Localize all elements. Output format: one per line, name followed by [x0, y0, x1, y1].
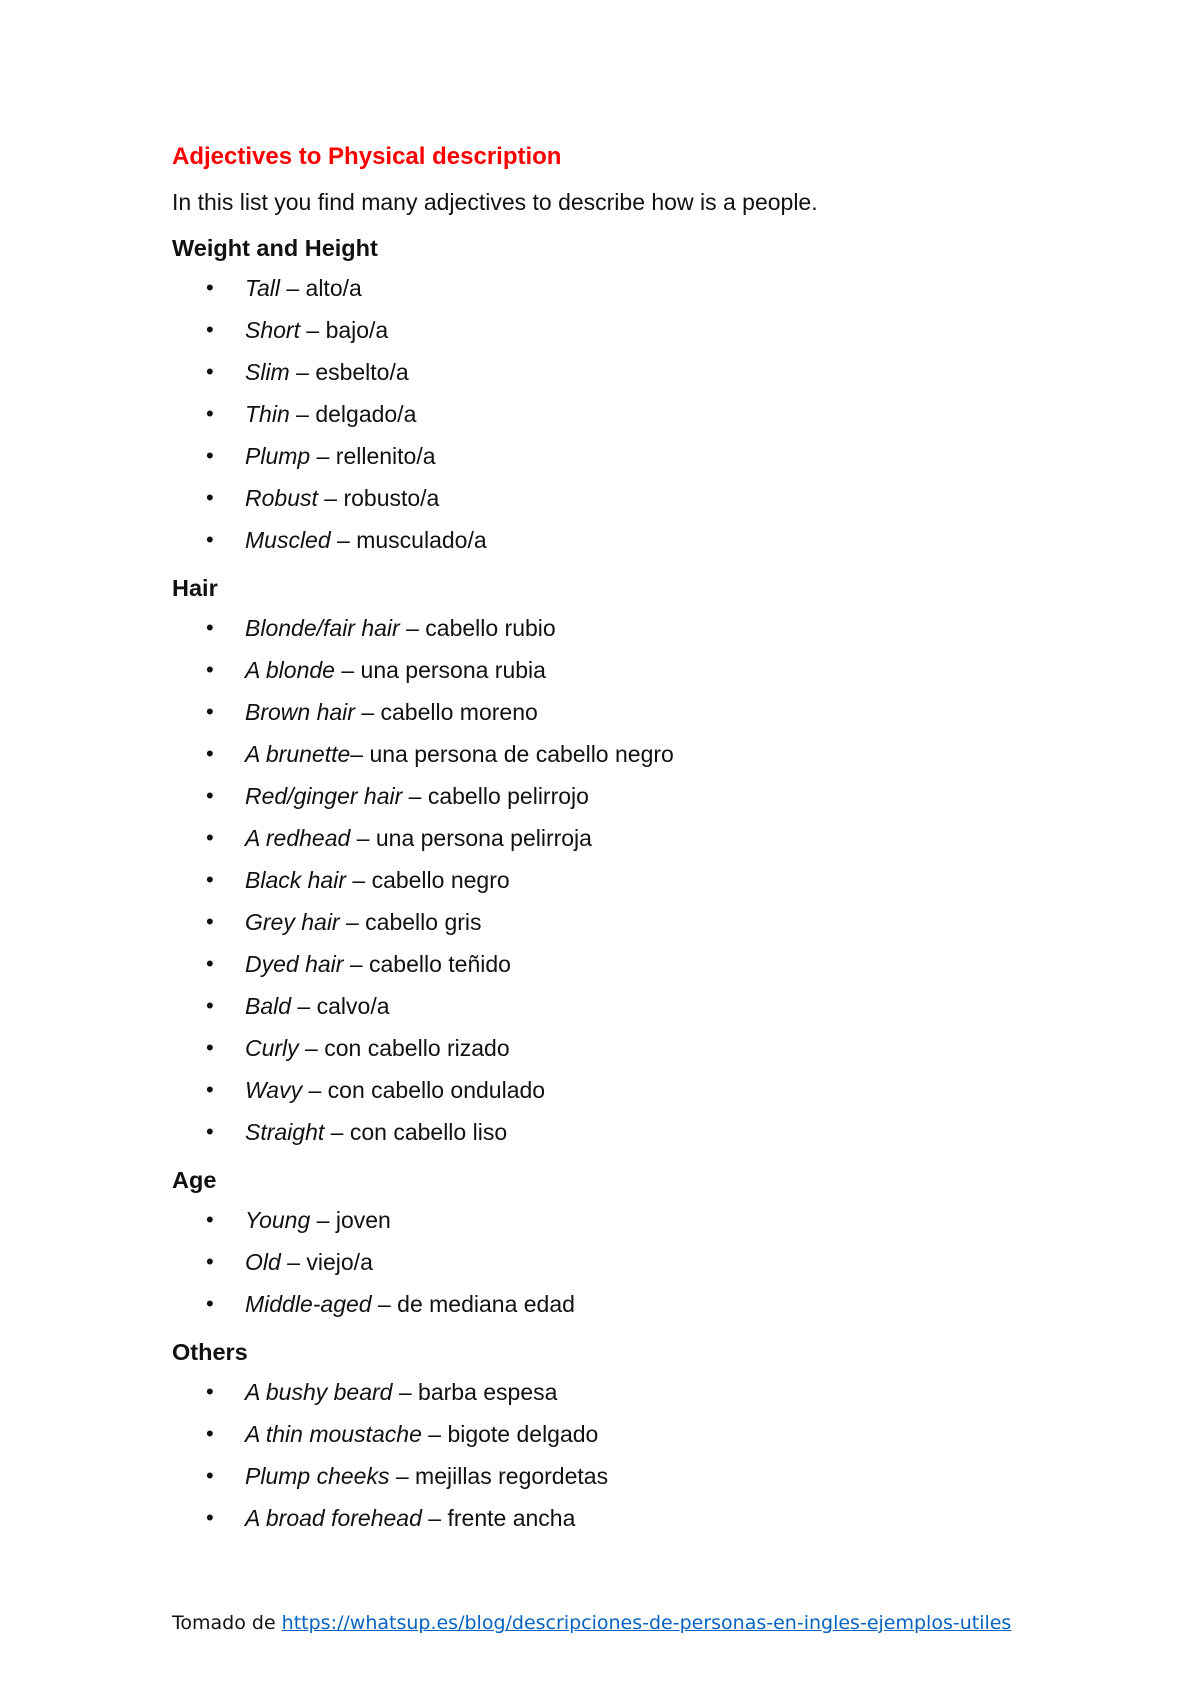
bullet-icon: •: [206, 359, 214, 384]
list-item: [172, 1073, 1072, 1115]
list-item: [172, 271, 1072, 313]
english-term: A bushy beard: [245, 1379, 393, 1405]
source-link[interactable]: https://whatsup.es/blog/descripciones-de-personas-en-ingles-ejemplos-utiles: [281, 1612, 1012, 1634]
section-heading: Hair: [172, 575, 218, 601]
dash-separator: –: [339, 909, 366, 935]
english-term: Red/ginger hair: [245, 783, 403, 809]
spanish-translation: cabello moreno: [380, 699, 538, 725]
spanish-translation: frente ancha: [447, 1505, 576, 1531]
list-item: [172, 821, 1072, 863]
bullet-icon: •: [206, 1291, 214, 1316]
spanish-translation: delgado/a: [315, 401, 417, 427]
list-item: [172, 397, 1072, 439]
list-item: [172, 1031, 1072, 1073]
list-item: [172, 695, 1072, 737]
dash-separator: –: [389, 1463, 416, 1489]
list-item: [172, 905, 1072, 947]
dash-separator: –: [298, 1035, 325, 1061]
bullet-icon: •: [206, 1421, 214, 1446]
bullet-icon: •: [206, 657, 214, 682]
spanish-translation: cabello rubio: [425, 615, 556, 641]
english-term: Plump: [245, 443, 311, 469]
bullet-icon: •: [206, 1119, 214, 1144]
dash-separator: –: [350, 741, 370, 767]
dash-separator: –: [354, 699, 381, 725]
dash-separator: –: [289, 401, 316, 427]
bullet-icon: •: [206, 1035, 214, 1060]
bullet-icon: •: [206, 317, 214, 342]
spanish-translation: mejillas regordetas: [415, 1463, 609, 1489]
bullet-icon: •: [206, 443, 214, 468]
section-heading: Age: [172, 1167, 217, 1193]
spanish-translation: bajo/a: [325, 317, 389, 343]
section-heading: Others: [172, 1339, 248, 1365]
list-item: [172, 947, 1072, 989]
list-item: [172, 1203, 1072, 1245]
dash-separator: –: [343, 951, 370, 977]
sections-container: [172, 231, 1072, 1543]
dash-separator: –: [392, 1379, 419, 1405]
spanish-translation: cabello negro: [371, 867, 510, 893]
bullet-icon: •: [206, 275, 214, 300]
dash-separator: –: [299, 317, 326, 343]
english-term: Thin: [245, 401, 290, 427]
section-heading: Weight and Height: [172, 235, 378, 261]
bullet-icon: •: [206, 867, 214, 892]
list-item: [172, 779, 1072, 821]
english-term: Middle-aged: [245, 1291, 372, 1317]
spanish-translation: calvo/a: [316, 993, 390, 1019]
spanish-translation: joven: [335, 1207, 391, 1233]
english-term: Curly: [245, 1035, 299, 1061]
english-term: Short: [245, 317, 300, 343]
english-term: Old: [245, 1249, 281, 1275]
document-body: [172, 140, 1072, 1549]
english-term: Plump cheeks: [245, 1463, 390, 1489]
dash-separator: –: [291, 993, 317, 1019]
spanish-translation: rellenito/a: [335, 443, 436, 469]
list-item: [172, 523, 1072, 565]
list-item: [172, 989, 1072, 1031]
spanish-translation: viejo/a: [306, 1249, 373, 1275]
bullet-icon: •: [206, 951, 214, 976]
dash-separator: –: [279, 275, 306, 301]
english-term: A blonde: [245, 657, 335, 683]
bullet-icon: •: [206, 1505, 214, 1530]
spanish-translation: una persona de cabello negro: [369, 741, 674, 767]
english-term: Straight: [245, 1119, 325, 1145]
bullet-icon: •: [206, 783, 214, 808]
dash-separator: –: [289, 359, 316, 385]
term-list: [172, 1203, 1072, 1329]
spanish-translation: alto/a: [305, 275, 362, 301]
spanish-translation: cabello teñido: [369, 951, 511, 977]
term-list: [172, 1375, 1072, 1543]
spanish-translation: con cabello liso: [349, 1119, 508, 1145]
footer-prefix: Tomado de: [172, 1612, 282, 1634]
dash-separator: –: [280, 1249, 307, 1275]
english-term: A broad forehead: [245, 1505, 422, 1531]
spanish-translation: cabello pelirrojo: [427, 783, 589, 809]
list-item: [172, 863, 1072, 905]
dash-separator: –: [421, 1421, 448, 1447]
list-item: [172, 439, 1072, 481]
spanish-translation: robusto/a: [343, 485, 440, 511]
list-item: [172, 1375, 1072, 1417]
list-item: [172, 1459, 1072, 1501]
dash-separator: –: [421, 1505, 448, 1531]
bullet-icon: •: [206, 1249, 214, 1274]
english-term: Slim: [245, 359, 290, 385]
spanish-translation: esbelto/a: [315, 359, 409, 385]
english-term: A brunette: [245, 741, 351, 767]
english-term: Black hair: [245, 867, 346, 893]
english-term: A thin moustache: [245, 1421, 422, 1447]
english-term: Robust: [245, 485, 318, 511]
english-term: Wavy: [245, 1077, 303, 1103]
spanish-translation: de mediana edad: [397, 1291, 575, 1317]
dash-separator: –: [399, 615, 426, 641]
bullet-icon: •: [206, 527, 214, 552]
bullet-icon: •: [206, 615, 214, 640]
spanish-translation: cabello gris: [365, 909, 482, 935]
dash-separator: –: [371, 1291, 398, 1317]
bullet-icon: •: [206, 1077, 214, 1102]
list-item: [172, 611, 1072, 653]
list-item: [172, 355, 1072, 397]
bullet-icon: •: [206, 699, 214, 724]
english-term: Tall: [245, 275, 280, 301]
bullet-icon: •: [206, 485, 214, 510]
english-term: Bald: [245, 993, 292, 1019]
list-item: [172, 1115, 1072, 1157]
bullet-icon: •: [206, 825, 214, 850]
bullet-icon: •: [206, 1207, 214, 1232]
dash-separator: –: [302, 1077, 328, 1103]
spanish-translation: una persona pelirroja: [375, 825, 592, 851]
english-term: Brown hair: [245, 699, 355, 725]
document-title: Adjectives to Physical description: [172, 143, 562, 170]
bullet-icon: •: [206, 741, 214, 766]
bullet-icon: •: [206, 1379, 214, 1404]
english-term: Dyed hair: [245, 951, 344, 977]
english-term: A redhead: [245, 825, 351, 851]
list-item: [172, 1417, 1072, 1459]
english-term: Blonde/fair hair: [245, 615, 400, 641]
intro-paragraph: In this list you find many adjectives to describe how is a people.: [172, 189, 818, 215]
list-item: [172, 1501, 1072, 1543]
term-list: [172, 271, 1072, 565]
spanish-translation: con cabello rizado: [324, 1035, 510, 1061]
english-term: Young: [245, 1207, 311, 1233]
source-footer: [172, 1609, 1011, 1637]
dash-separator: –: [345, 867, 372, 893]
list-item: [172, 313, 1072, 355]
english-term: Grey hair: [245, 909, 340, 935]
term-list: [172, 611, 1072, 1157]
dash-separator: –: [402, 783, 428, 809]
spanish-translation: musculado/a: [356, 527, 487, 553]
list-item: [172, 1287, 1072, 1329]
dash-separator: –: [317, 485, 344, 511]
dash-separator: –: [310, 443, 336, 469]
bullet-icon: •: [206, 401, 214, 426]
spanish-translation: barba espesa: [418, 1379, 558, 1405]
list-item: [172, 481, 1072, 523]
bullet-icon: •: [206, 909, 214, 934]
spanish-translation: bigote delgado: [447, 1421, 599, 1447]
bullet-icon: •: [206, 1463, 214, 1488]
english-term: Muscled: [245, 527, 331, 553]
dash-separator: –: [330, 527, 357, 553]
spanish-translation: con cabello ondulado: [327, 1077, 546, 1103]
dash-separator: –: [350, 825, 376, 851]
dash-separator: –: [334, 657, 361, 683]
spanish-translation: una persona rubia: [360, 657, 546, 683]
list-item: [172, 1245, 1072, 1287]
list-item: [172, 653, 1072, 695]
list-item: [172, 737, 1072, 779]
dash-separator: –: [324, 1119, 350, 1145]
bullet-icon: •: [206, 993, 214, 1018]
dash-separator: –: [310, 1207, 336, 1233]
